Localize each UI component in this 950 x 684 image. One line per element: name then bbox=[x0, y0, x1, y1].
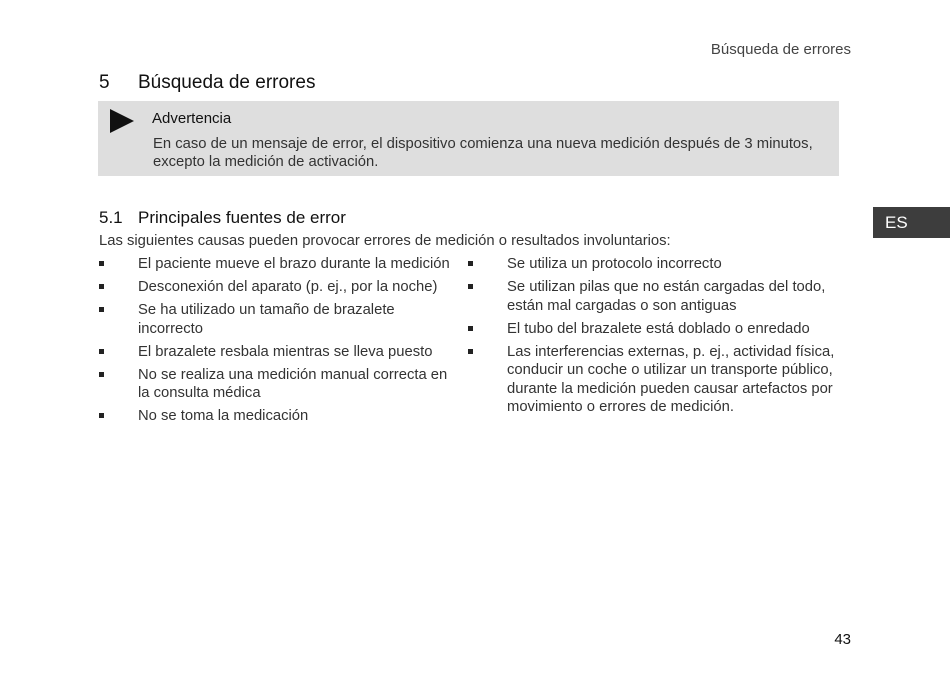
list-item bbox=[99, 301, 459, 338]
bullet-square-icon bbox=[468, 326, 473, 331]
error-sources-list-left bbox=[99, 255, 459, 430]
error-sources-list-right bbox=[468, 255, 838, 421]
list-item bbox=[468, 343, 838, 417]
warning-text: En caso de un mensaje de error, el dispositivo comienza una nueva medición después de 3 minutos, excepto la medición de activación. bbox=[153, 136, 813, 170]
list-item bbox=[468, 255, 838, 274]
bullet-square-icon bbox=[99, 284, 104, 289]
bullet-square-icon bbox=[468, 349, 473, 354]
bullet-square-icon bbox=[99, 261, 104, 266]
warning-title: Advertencia bbox=[152, 110, 232, 127]
list-item bbox=[99, 278, 459, 297]
list-item-text: No se toma la medicación bbox=[138, 408, 309, 424]
intro-text: Las siguientes causas pueden provocar errores de medición o resultados involuntarios: bbox=[99, 233, 671, 249]
list-item bbox=[468, 320, 838, 339]
bullet-square-icon bbox=[99, 349, 104, 354]
language-tab: ES bbox=[873, 207, 950, 238]
chapter-heading bbox=[99, 72, 315, 94]
list-item-text: No se realiza una medición manual correcta en la consulta médica bbox=[138, 366, 448, 401]
section-heading bbox=[99, 208, 346, 228]
page-number: 43 bbox=[834, 631, 851, 648]
list-item-text: Las interferencias externas, p. ej., actividad física, conducir un coche o utilizar un transporte público, durante la medición pueden causar artefactos por movimiento o errores de medición. bbox=[507, 343, 835, 415]
list-item bbox=[468, 278, 838, 315]
bullet-square-icon bbox=[99, 372, 104, 377]
triangle-right-icon bbox=[110, 109, 134, 133]
list-item-text: Se utilizan pilas que no están cargadas del todo, están mal cargadas o son antiguas bbox=[507, 279, 826, 314]
list-item-text: El tubo del brazalete está doblado o enredado bbox=[507, 320, 810, 337]
bullet-square-icon bbox=[468, 261, 473, 266]
list-item-text: El paciente mueve el brazo durante la medición bbox=[138, 256, 450, 272]
list-item-text: Desconexión del aparato (p. ej., por la noche) bbox=[138, 279, 438, 295]
bullet-square-icon bbox=[99, 307, 104, 312]
list-item bbox=[99, 343, 459, 362]
warning-box bbox=[98, 101, 839, 176]
chapter-number: 5 bbox=[99, 72, 110, 93]
chapter-title: Búsqueda de errores bbox=[138, 72, 316, 93]
section-title: Principales fuentes de error bbox=[138, 208, 346, 227]
running-header: Búsqueda de errores bbox=[710, 41, 851, 58]
list-item bbox=[99, 255, 459, 274]
list-item-text: El brazalete resbala mientras se lleva puesto bbox=[138, 343, 433, 360]
list-item bbox=[99, 366, 459, 403]
bullet-square-icon bbox=[99, 413, 104, 418]
bullet-square-icon bbox=[468, 284, 473, 289]
list-item bbox=[99, 407, 459, 426]
section-number: 5.1 bbox=[99, 208, 123, 227]
list-item-text: Se ha utilizado un tamaño de brazalete incorrecto bbox=[138, 302, 395, 337]
list-item-text: Se utiliza un protocolo incorrecto bbox=[507, 256, 722, 272]
